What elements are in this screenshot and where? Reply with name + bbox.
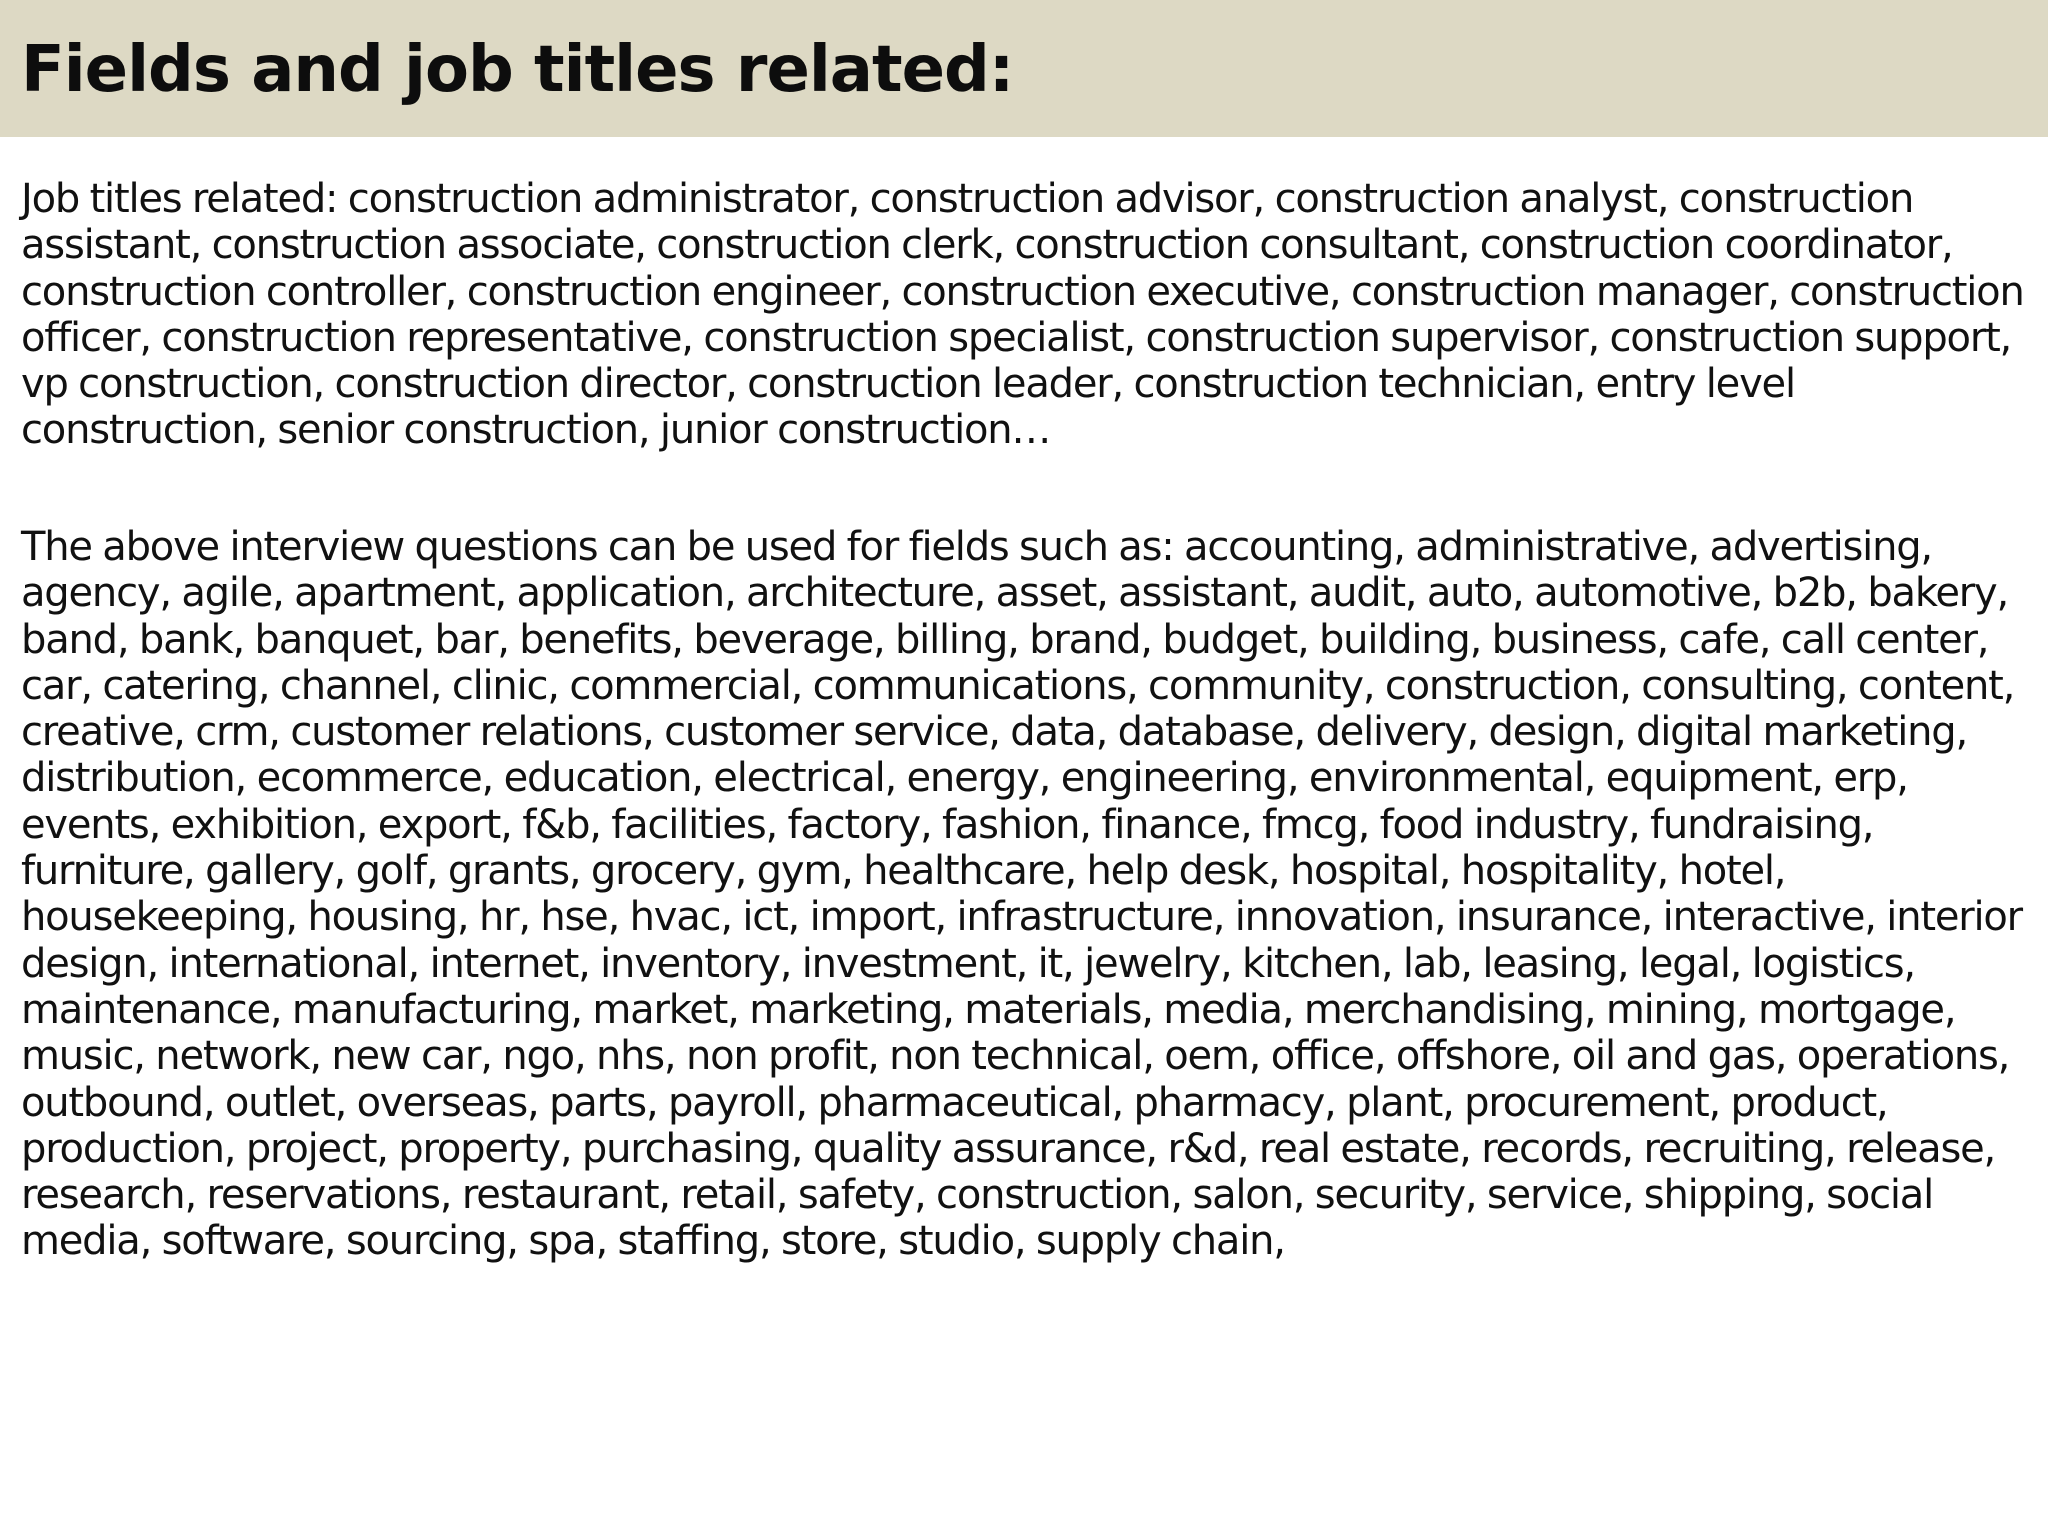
title-bar <box>0 0 2048 137</box>
fields-paragraph: The above interview questions can be used for fields such as: accounting, administrative, advertising, agency, agile, apartment, application, architecture, asset, assistant, audit, auto, automotive, b2b, bakery, band, bank, banquet, bar, benefits, beverage, billing, brand, budget, building, business, cafe, call center, car, catering, channel, clinic, commercial, communications, community, construction, consulting, content, creative, crm, customer relations, customer service, data, database, delivery, design, digital marketing, distribution, ecommerce, education, electrical, energy, engineering, environmental, equipment, erp, events, exhibition, export, f&b, facilities, factory, fashion, finance, fmcg, food industry, fundraising, furniture, gallery, golf, grants, grocery, gym, healthcare, help desk, hospital, hospitality, hotel, housekeeping, housing, hr, hse, hvac, ict, import, infrastructure, innovation, insurance, interactive, interior design, international, internet, inventory, investment, it, jewelry, kitchen, lab, leasing, legal, logistics, maintenance, manufacturing, market, marketing, materials, media, merchandising, mining, mortgage, music, network, new car, ngo, nhs, non profit, non technical, oem, office, offshore, oil and gas, operations, outbound, outlet, overseas, parts, payroll, pharmaceutical, pharmacy, plant, procurement, product, production, project, property, purchasing, quality assurance, r&d, real estate, records, recruiting, release, research, reservations, restaurant, retail, safety, construction, salon, security, service, shipping, social media, software, sourcing, spa, staffing, store, studio, supply chain, <box>21 524 2022 1265</box>
job-titles-paragraph: Job titles related: construction administrator, construction advisor, construction analyst, construction assistant, construction associate, construction clerk, construction consultant, construction coordinator, construction controller, construction engineer, construction executive, construction manager, construction officer, construction representative, construction specialist, construction supervisor, construction support, vp construction, construction director, construction leader, construction technician, entry level construction, senior construction, junior construction… <box>21 176 2024 454</box>
slide-title: Fields and job titles related: <box>21 33 1014 107</box>
